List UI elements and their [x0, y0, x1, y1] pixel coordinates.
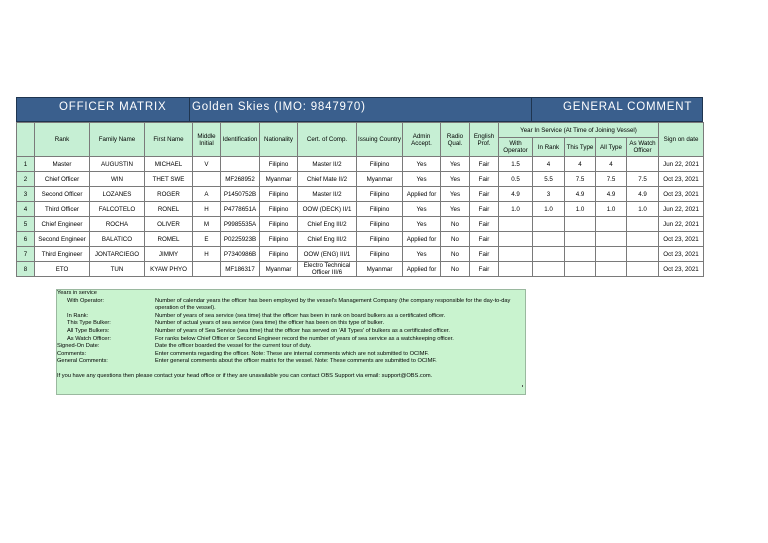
admin-accept-cell[interactable]: Applied for	[403, 232, 441, 247]
legend-years-heading	[57, 290, 525, 298]
col-years-in-service: Year In Service (At Time of Joining Vessel)	[499, 123, 659, 138]
officer-table	[16, 122, 704, 277]
family-name-cell[interactable]: WIN	[90, 172, 145, 187]
english-prof-cell[interactable]: Fair	[470, 217, 499, 232]
this-type-cell[interactable]	[565, 217, 596, 232]
middle-initial-cell[interactable]: M	[193, 217, 221, 232]
this-type-cell[interactable]: 1.0	[565, 202, 596, 217]
nationality-cell[interactable]: Filipino	[260, 247, 298, 262]
col-issuing-country: Issuing Country	[357, 123, 403, 157]
in-rank-cell[interactable]: 5.5	[533, 172, 565, 187]
nationality-cell[interactable]: Myanmar	[260, 172, 298, 187]
family-name-cell[interactable]: JONTARCIEGO	[90, 247, 145, 262]
cert-cell[interactable]: Master II/2	[298, 157, 357, 172]
first-name-cell[interactable]: ROGER	[145, 187, 193, 202]
this-type-cell[interactable]	[565, 262, 596, 277]
legend-term: Comments:	[57, 350, 87, 357]
english-prof-cell[interactable]: Fair	[470, 262, 499, 277]
col-all-type: All Type	[596, 138, 627, 157]
english-prof-cell[interactable]: Fair	[470, 172, 499, 187]
legend-definition: Enter comments regarding the officer. Note: These are internal comments which are not submitted to OCIMF.	[155, 350, 429, 357]
all-type-cell[interactable]: 1.0	[596, 202, 627, 217]
family-name-cell[interactable]: LOZANES	[90, 187, 145, 202]
row-index: 5	[17, 217, 35, 232]
admin-accept-cell[interactable]: Yes	[403, 202, 441, 217]
title-divider	[189, 98, 190, 121]
identification-cell[interactable]: MF186317	[221, 262, 260, 277]
english-prof-cell[interactable]: Fair	[470, 187, 499, 202]
nationality-cell[interactable]: Myanmar	[260, 262, 298, 277]
sign-on-date-cell[interactable]: Oct 23, 2021	[659, 247, 704, 262]
with-operator-cell[interactable]: 4.9	[499, 187, 533, 202]
sign-on-date-cell[interactable]: Jun 22, 2021	[659, 217, 704, 232]
first-name-cell[interactable]: THET SWE	[145, 172, 193, 187]
general-comment-title: GENERAL COMMENT	[563, 101, 693, 113]
table-row	[17, 202, 704, 217]
nationality-cell[interactable]: Filipino	[260, 217, 298, 232]
identification-cell[interactable]	[221, 157, 260, 172]
issuing-country-cell[interactable]: Filipino	[357, 157, 403, 172]
sign-on-date-cell[interactable]: Jun 22, 2021	[659, 157, 704, 172]
all-type-cell[interactable]: 7.5	[596, 172, 627, 187]
cert-cell[interactable]: Chief Mate II/2	[298, 172, 357, 187]
legend-definition: Number of years of sea service (sea time) that the officer has been in rank on board bulkers as a certificated officer.	[155, 312, 446, 319]
this-type-cell[interactable]: 4	[565, 157, 596, 172]
legend-term: This Type Bulker:	[67, 320, 111, 327]
cert-cell[interactable]: Electro Technical Officer III/6	[298, 262, 357, 277]
sign-on-date-cell[interactable]: Oct 23, 2021	[659, 232, 704, 247]
all-type-cell[interactable]	[596, 232, 627, 247]
row-index: 4	[17, 202, 35, 217]
col-this-type: This Type	[565, 138, 596, 157]
rank-cell[interactable]: Third Engineer	[35, 247, 90, 262]
col-as-watch-officer: As Watch Officer	[627, 138, 659, 157]
cert-cell[interactable]: Chief Eng III/2	[298, 232, 357, 247]
legend-term: Signed-On Date:	[57, 343, 100, 350]
rank-cell[interactable]: Chief Officer	[35, 172, 90, 187]
with-operator-cell[interactable]	[499, 247, 533, 262]
first-name-cell[interactable]: JIMMY	[145, 247, 193, 262]
this-type-cell[interactable]	[565, 247, 596, 262]
col-middle-initial: Middle Initial	[193, 123, 221, 157]
sign-on-date-cell[interactable]: Jun 22, 2021	[659, 202, 704, 217]
col-with-operator: With Operator	[499, 138, 533, 157]
as-watch-officer-cell[interactable]	[627, 217, 659, 232]
radio-qual-cell[interactable]: Yes	[441, 187, 470, 202]
middle-initial-cell[interactable]: E	[193, 232, 221, 247]
as-watch-officer-cell[interactable]	[627, 232, 659, 247]
family-name-cell[interactable]: AUGUSTIN	[90, 157, 145, 172]
in-rank-cell[interactable]	[533, 232, 565, 247]
rank-cell[interactable]: Second Engineer	[35, 232, 90, 247]
legend-item	[57, 328, 525, 336]
as-watch-officer-cell[interactable]: 4.9	[627, 187, 659, 202]
sign-on-date-cell[interactable]: Oct 23, 2021	[659, 262, 704, 277]
identification-cell[interactable]: P0225923B	[221, 232, 260, 247]
legend-item	[57, 336, 525, 344]
legend-definition: For ranks below Chief Officer or Second Engineer record the number of years of sea service as a watchkeeping officer.	[155, 335, 454, 342]
col-sign-on-date: Sign on date	[659, 123, 704, 157]
all-type-cell[interactable]	[596, 262, 627, 277]
legend-years-label: Years in service	[57, 290, 97, 296]
with-operator-cell[interactable]	[499, 217, 533, 232]
radio-qual-cell[interactable]: Yes	[441, 172, 470, 187]
with-operator-cell[interactable]	[499, 262, 533, 277]
english-prof-cell[interactable]: Fair	[470, 247, 499, 262]
cert-cell[interactable]: OOW (ENG) III/1	[298, 247, 357, 262]
legend-term: In Rank:	[67, 312, 89, 319]
legend-definition: Number of actual years of sea service (sea time) the officer has been on this type of bulker.	[155, 320, 385, 327]
col-english-prof: English Prof.	[470, 123, 499, 157]
col-nationality: Nationality	[260, 123, 298, 157]
with-operator-cell[interactable]: 0.5	[499, 172, 533, 187]
title-divider	[531, 98, 532, 121]
legend-marker	[522, 385, 523, 387]
rank-cell[interactable]: Second Officer	[35, 187, 90, 202]
admin-accept-cell[interactable]: Yes	[403, 172, 441, 187]
legend-item	[57, 358, 525, 366]
english-prof-cell[interactable]: Fair	[470, 157, 499, 172]
col-rank: Rank	[35, 123, 90, 157]
all-type-cell[interactable]	[596, 217, 627, 232]
identification-cell[interactable]: P9985535A	[221, 217, 260, 232]
rank-cell[interactable]: Third Officer	[35, 202, 90, 217]
english-prof-cell[interactable]: Fair	[470, 202, 499, 217]
col-in-rank: In Rank	[533, 138, 565, 157]
radio-qual-cell[interactable]: No	[441, 262, 470, 277]
issuing-country-cell[interactable]: Filipino	[357, 217, 403, 232]
sign-on-date-cell[interactable]: Oct 23, 2021	[659, 187, 704, 202]
nationality-cell[interactable]: Filipino	[260, 187, 298, 202]
row-index: 1	[17, 157, 35, 172]
middle-initial-cell[interactable]: V	[193, 157, 221, 172]
col-first-name: First Name	[145, 123, 193, 157]
family-name-cell[interactable]: BALATICO	[90, 232, 145, 247]
admin-accept-cell[interactable]: Applied for	[403, 262, 441, 277]
in-rank-cell[interactable]	[533, 247, 565, 262]
as-watch-officer-cell[interactable]	[627, 157, 659, 172]
admin-accept-cell[interactable]: Yes	[403, 157, 441, 172]
issuing-country-cell[interactable]: Filipino	[357, 232, 403, 247]
table-row	[17, 217, 704, 232]
with-operator-cell[interactable]	[499, 232, 533, 247]
row-index: 6	[17, 232, 35, 247]
legend-term: With Operator:	[67, 297, 104, 304]
all-type-cell[interactable]	[596, 247, 627, 262]
nationality-cell[interactable]: Filipino	[260, 157, 298, 172]
index-header	[17, 123, 35, 157]
rank-cell[interactable]: ETO	[35, 262, 90, 277]
middle-initial-cell[interactable]	[193, 262, 221, 277]
table-row	[17, 232, 704, 247]
rank-cell[interactable]: Chief Engineer	[35, 217, 90, 232]
with-operator-cell[interactable]: 1.0	[499, 202, 533, 217]
family-name-cell[interactable]: ROCHA	[90, 217, 145, 232]
legend-definition: Number of calendar years the officer has been employed by the vessel's Management Company (the company responsible for the day-to-day operation of the vessel).	[155, 297, 511, 312]
legend-item	[57, 343, 525, 351]
radio-qual-cell[interactable]: Yes	[441, 202, 470, 217]
legend-definition: Date the officer boarded the vessel for the current tour of duty.	[155, 343, 312, 350]
vessel-title: Golden Skies (IMO: 9847970)	[192, 101, 366, 113]
legend-definition: Number of years of Sea Service (sea time) that the officer has served on 'All Types' of bulkers as a certificated officer.	[155, 327, 450, 334]
cert-cell[interactable]: Master II/2	[298, 187, 357, 202]
issuing-country-cell[interactable]: Myanmar	[357, 262, 403, 277]
officer-matrix-sheet	[16, 97, 703, 277]
all-type-cell[interactable]: 4	[596, 157, 627, 172]
legend-term: As Watch Officer:	[67, 335, 111, 342]
row-index: 7	[17, 247, 35, 262]
first-name-cell[interactable]: OLIVER	[145, 217, 193, 232]
first-name-cell[interactable]: KYAW PHYO	[145, 262, 193, 277]
row-index: 8	[17, 262, 35, 277]
issuing-country-cell[interactable]: Filipino	[357, 187, 403, 202]
legend-items	[57, 298, 525, 366]
identification-cell[interactable]: P4778651A	[221, 202, 260, 217]
col-identification: Identification	[221, 123, 260, 157]
row-index: 2	[17, 172, 35, 187]
radio-qual-cell[interactable]: No	[441, 217, 470, 232]
as-watch-officer-cell[interactable]: 1.0	[627, 202, 659, 217]
nationality-cell[interactable]: Filipino	[260, 232, 298, 247]
legend-panel	[56, 289, 526, 395]
english-prof-cell[interactable]: Fair	[470, 232, 499, 247]
title-bar	[16, 97, 703, 122]
radio-qual-cell[interactable]: No	[441, 247, 470, 262]
col-cert-of-comp: Cert. of Comp.	[298, 123, 357, 157]
in-rank-cell[interactable]	[533, 217, 565, 232]
nationality-cell[interactable]: Filipino	[260, 202, 298, 217]
this-type-cell[interactable]: 4.9	[565, 187, 596, 202]
col-radio-qual: Radio Qual.	[441, 123, 470, 157]
radio-qual-cell[interactable]: Yes	[441, 157, 470, 172]
header-row	[17, 123, 704, 138]
legend-item	[57, 298, 525, 313]
this-type-cell[interactable]	[565, 232, 596, 247]
middle-initial-cell[interactable]: A	[193, 187, 221, 202]
this-type-cell[interactable]: 7.5	[565, 172, 596, 187]
middle-initial-cell[interactable]	[193, 172, 221, 187]
as-watch-officer-cell[interactable]: 7.5	[627, 172, 659, 187]
first-name-cell[interactable]: RONEL	[145, 202, 193, 217]
legend-term: All Type Bulkers:	[67, 327, 110, 334]
rank-cell[interactable]: Master	[35, 157, 90, 172]
issuing-country-cell[interactable]: Filipino	[357, 247, 403, 262]
admin-accept-cell[interactable]: Yes	[403, 247, 441, 262]
cert-cell[interactable]: Chief Eng III/2	[298, 217, 357, 232]
first-name-cell[interactable]: MICHAEL	[145, 157, 193, 172]
as-watch-officer-cell[interactable]	[627, 262, 659, 277]
in-rank-cell[interactable]: 3	[533, 187, 565, 202]
family-name-cell[interactable]: TUN	[90, 262, 145, 277]
legend-footer: If you have any questions then please contact your head office or if they are unavailable you can contact OBS Support via email: support@OBS.com.	[57, 372, 433, 379]
as-watch-officer-cell[interactable]	[627, 247, 659, 262]
radio-qual-cell[interactable]: No	[441, 232, 470, 247]
table-row	[17, 247, 704, 262]
legend-definition: Enter general comments about the officer matrix for the vessel. Note: These comments are submitted to OCIMF.	[155, 358, 437, 365]
in-rank-cell[interactable]: 4	[533, 157, 565, 172]
family-name-cell[interactable]: FALCOTELO	[90, 202, 145, 217]
legend-item	[57, 313, 525, 321]
admin-accept-cell[interactable]: Applied for	[403, 187, 441, 202]
col-admin-accept: Admin Accept.	[403, 123, 441, 157]
sign-on-date-cell[interactable]: Oct 23, 2021	[659, 172, 704, 187]
first-name-cell[interactable]: ROMEL	[145, 232, 193, 247]
legend-term: General Comments:	[57, 358, 108, 365]
identification-cell[interactable]: P7340986B	[221, 247, 260, 262]
col-family-name: Family Name	[90, 123, 145, 157]
issuing-country-cell[interactable]: Myanmar	[357, 172, 403, 187]
identification-cell[interactable]: P1450752B	[221, 187, 260, 202]
with-operator-cell[interactable]: 1.5	[499, 157, 533, 172]
in-rank-cell[interactable]: 1.0	[533, 202, 565, 217]
table-row	[17, 262, 704, 277]
in-rank-cell[interactable]	[533, 262, 565, 277]
table-row	[17, 157, 704, 172]
issuing-country-cell[interactable]: Filipino	[357, 202, 403, 217]
legend-item	[57, 320, 525, 328]
middle-initial-cell[interactable]: H	[193, 202, 221, 217]
all-type-cell[interactable]: 4.9	[596, 187, 627, 202]
admin-accept-cell[interactable]: Yes	[403, 217, 441, 232]
table-row	[17, 187, 704, 202]
cert-cell[interactable]: OOW (DECK) II/1	[298, 202, 357, 217]
legend-item	[57, 351, 525, 359]
identification-cell[interactable]: MF268952	[221, 172, 260, 187]
middle-initial-cell[interactable]: H	[193, 247, 221, 262]
table-row	[17, 172, 704, 187]
officer-matrix-title: OFFICER MATRIX	[59, 101, 167, 113]
row-index: 3	[17, 187, 35, 202]
